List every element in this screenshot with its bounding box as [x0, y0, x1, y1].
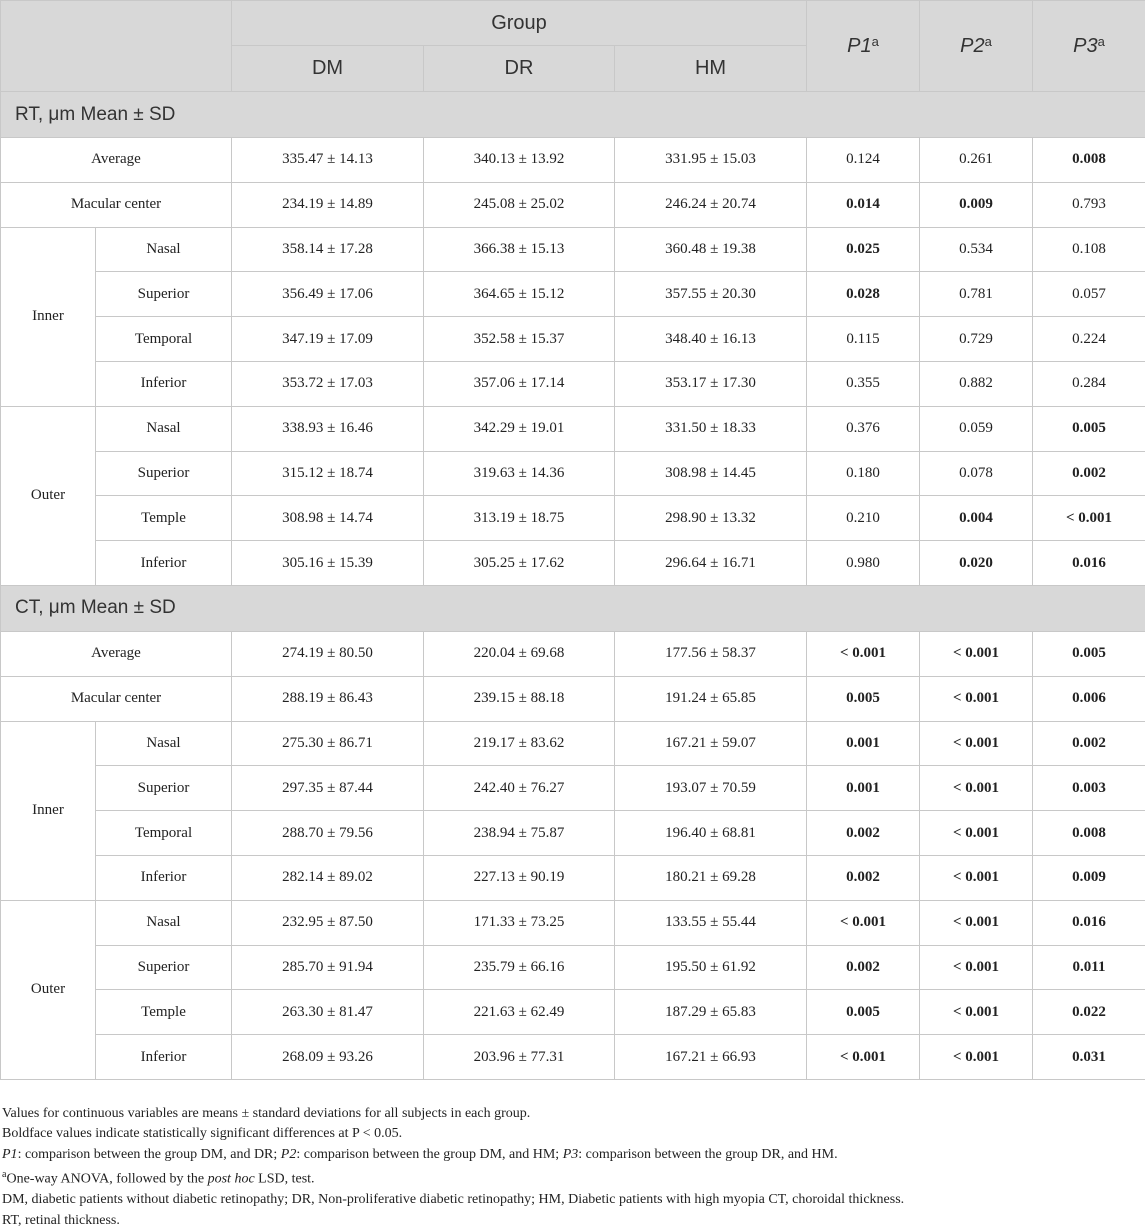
p2-cell: 0.781: [920, 272, 1033, 317]
dm-cell: 275.30 ± 86.71: [232, 721, 424, 766]
dm-cell: 274.19 ± 80.50: [232, 631, 424, 676]
p1-cell: 0.001: [807, 721, 920, 766]
p2-cell: < 0.001: [920, 811, 1033, 856]
dm-cell: 282.14 ± 89.02: [232, 855, 424, 900]
table-row: [1, 406, 1145, 451]
p3-cell: 0.284: [1033, 361, 1145, 406]
footnote-anova: $^a$One-way ANOVA, followed by the post hoc LSD, test.: [2, 1165, 1142, 1190]
dr-cell: 305.25 ± 17.62: [424, 541, 615, 586]
p1-cell: 0.014: [807, 182, 920, 227]
row-label: Temporal: [96, 317, 232, 362]
hm-cell: 177.56 ± 58.37: [615, 631, 807, 676]
row-label: Inferior: [96, 1035, 232, 1080]
row-label: Temporal: [96, 811, 232, 856]
dr-column-header: DR: [424, 46, 615, 92]
p3-cell: 0.003: [1033, 766, 1145, 811]
dm-cell: 288.19 ± 86.43: [232, 676, 424, 721]
table-row: [1, 766, 1145, 811]
table-row: [1, 945, 1145, 990]
dr-cell: 239.15 ± 88.18: [424, 676, 615, 721]
table-body: [1, 92, 1145, 1080]
p3-cell: 0.224: [1033, 317, 1145, 362]
dr-cell: 364.65 ± 15.12: [424, 272, 615, 317]
group-header: Group: [232, 1, 807, 46]
table-row: [1, 182, 1145, 227]
dr-cell: 242.40 ± 76.27: [424, 766, 615, 811]
p3-cell: 0.108: [1033, 227, 1145, 272]
hm-cell: 196.40 ± 68.81: [615, 811, 807, 856]
p3-cell: 0.008: [1033, 138, 1145, 183]
region-group-label: Outer: [1, 406, 96, 585]
p3-cell: 0.002: [1033, 451, 1145, 496]
footnote-boldface: Boldface values indicate statistically significant differences at P < 0.05.: [2, 1124, 1142, 1144]
hm-cell: 296.64 ± 16.71: [615, 541, 807, 586]
dr-cell: 235.79 ± 66.16: [424, 945, 615, 990]
table-row: [1, 1035, 1145, 1080]
dm-cell: 338.93 ± 16.46: [232, 406, 424, 451]
p1-cell: 0.002: [807, 811, 920, 856]
dm-cell: 335.47 ± 14.13: [232, 138, 424, 183]
table-row: [1, 138, 1145, 183]
hm-cell: 357.55 ± 20.30: [615, 272, 807, 317]
hm-cell: 298.90 ± 13.32: [615, 496, 807, 541]
row-label: Superior: [96, 945, 232, 990]
p2-cell: 0.020: [920, 541, 1033, 586]
p2-cell: 0.009: [920, 182, 1033, 227]
hm-cell: 246.24 ± 20.74: [615, 182, 807, 227]
table-row: [1, 272, 1145, 317]
row-label: Average: [1, 138, 232, 183]
row-label: Inferior: [96, 541, 232, 586]
p1-cell: 0.002: [807, 945, 920, 990]
hm-cell: 348.40 ± 16.13: [615, 317, 807, 362]
section-header: CT, μm Mean ± SD: [1, 585, 1145, 631]
p1-cell: < 0.001: [807, 900, 920, 945]
dr-cell: 357.06 ± 17.14: [424, 361, 615, 406]
p2-cell: < 0.001: [920, 855, 1033, 900]
footnote-rt: RT, retinal thickness.: [2, 1211, 1142, 1231]
p1-cell: 0.376: [807, 406, 920, 451]
dm-cell: 263.30 ± 81.47: [232, 990, 424, 1035]
row-label: Nasal: [96, 406, 232, 451]
dm-cell: 358.14 ± 17.28: [232, 227, 424, 272]
dr-cell: 366.38 ± 15.13: [424, 227, 615, 272]
row-label: Temple: [96, 990, 232, 1035]
p1-cell: 0.005: [807, 676, 920, 721]
hm-cell: 360.48 ± 19.38: [615, 227, 807, 272]
p1-cell: < 0.001: [807, 1035, 920, 1080]
p1-cell: 0.180: [807, 451, 920, 496]
dm-cell: 353.72 ± 17.03: [232, 361, 424, 406]
p2-cell: 0.059: [920, 406, 1033, 451]
section-header: RT, μm Mean ± SD: [1, 92, 1145, 138]
p3-cell: 0.793: [1033, 182, 1145, 227]
table-footnotes: [2, 1104, 1142, 1231]
dm-cell: 288.70 ± 79.56: [232, 811, 424, 856]
dr-cell: 238.94 ± 75.87: [424, 811, 615, 856]
hm-cell: 331.95 ± 15.03: [615, 138, 807, 183]
p2-cell: < 0.001: [920, 631, 1033, 676]
p1-cell: 0.980: [807, 541, 920, 586]
dm-column-header: DM: [232, 46, 424, 92]
table-row: [1, 227, 1145, 272]
hm-cell: 195.50 ± 61.92: [615, 945, 807, 990]
p2-cell: < 0.001: [920, 900, 1033, 945]
dm-cell: 234.19 ± 14.89: [232, 182, 424, 227]
p2-cell: 0.004: [920, 496, 1033, 541]
p1-cell: 0.028: [807, 272, 920, 317]
p2-cell: < 0.001: [920, 721, 1033, 766]
p3-cell: 0.005: [1033, 406, 1145, 451]
p1-cell: 0.115: [807, 317, 920, 362]
table-row: [1, 451, 1145, 496]
region-group-label: Inner: [1, 227, 96, 406]
row-label: Superior: [96, 766, 232, 811]
table-row: [1, 900, 1145, 945]
region-group-label: Inner: [1, 721, 96, 900]
hm-cell: 133.55 ± 55.44: [615, 900, 807, 945]
dm-cell: 356.49 ± 17.06: [232, 272, 424, 317]
dm-cell: 347.19 ± 17.09: [232, 317, 424, 362]
table-row: [1, 855, 1145, 900]
p3-cell: 0.016: [1033, 900, 1145, 945]
p2-cell: < 0.001: [920, 945, 1033, 990]
p3-cell: 0.002: [1033, 721, 1145, 766]
p2-cell: 0.882: [920, 361, 1033, 406]
p1-cell: 0.005: [807, 990, 920, 1035]
dm-cell: 308.98 ± 14.74: [232, 496, 424, 541]
p2-cell: < 0.001: [920, 676, 1033, 721]
p3-cell: 0.057: [1033, 272, 1145, 317]
p3-cell: 0.008: [1033, 811, 1145, 856]
p3-cell: 0.009: [1033, 855, 1145, 900]
table-row: [1, 721, 1145, 766]
p3-cell: 0.016: [1033, 541, 1145, 586]
row-label: Nasal: [96, 900, 232, 945]
p1-cell: 0.210: [807, 496, 920, 541]
dr-cell: 245.08 ± 25.02: [424, 182, 615, 227]
p1-cell: 0.002: [807, 855, 920, 900]
p2-cell: 0.078: [920, 451, 1033, 496]
table-row: [1, 317, 1145, 362]
table-row: [1, 541, 1145, 586]
p1-cell: 0.355: [807, 361, 920, 406]
p1-cell: 0.001: [807, 766, 920, 811]
p3-cell: 0.022: [1033, 990, 1145, 1035]
p1-cell: 0.124: [807, 138, 920, 183]
dm-cell: 315.12 ± 18.74: [232, 451, 424, 496]
p2-cell: < 0.001: [920, 1035, 1033, 1080]
p3-cell: 0.005: [1033, 631, 1145, 676]
table-row: [1, 676, 1145, 721]
row-label: Nasal: [96, 227, 232, 272]
hm-column-header: HM: [615, 46, 807, 92]
p1-cell: 0.025: [807, 227, 920, 272]
table-row: [1, 496, 1145, 541]
hm-cell: 167.21 ± 66.93: [615, 1035, 807, 1080]
footnote-values: Values for continuous variables are means ± standard deviations for all subjects in each group.: [2, 1104, 1142, 1124]
p3-cell: 0.011: [1033, 945, 1145, 990]
dr-cell: 221.63 ± 62.49: [424, 990, 615, 1035]
dm-cell: 268.09 ± 93.26: [232, 1035, 424, 1080]
p3-cell: 0.031: [1033, 1035, 1145, 1080]
dr-cell: 220.04 ± 69.68: [424, 631, 615, 676]
p2-cell: < 0.001: [920, 766, 1033, 811]
p2-cell: 0.534: [920, 227, 1033, 272]
row-label: Superior: [96, 451, 232, 496]
table-row: [1, 990, 1145, 1035]
hm-cell: 191.24 ± 65.85: [615, 676, 807, 721]
hm-cell: 193.07 ± 70.59: [615, 766, 807, 811]
region-group-label: Outer: [1, 900, 96, 1079]
hm-cell: 331.50 ± 18.33: [615, 406, 807, 451]
dr-cell: 342.29 ± 19.01: [424, 406, 615, 451]
p1-header: P1$^a$: [807, 1, 920, 92]
row-label: Macular center: [1, 182, 232, 227]
row-label: Macular center: [1, 676, 232, 721]
hm-cell: 187.29 ± 65.83: [615, 990, 807, 1035]
dr-cell: 203.96 ± 77.31: [424, 1035, 615, 1080]
dr-cell: 227.13 ± 90.19: [424, 855, 615, 900]
dr-cell: 219.17 ± 83.62: [424, 721, 615, 766]
p3-cell: < 0.001: [1033, 496, 1145, 541]
hm-cell: 308.98 ± 14.45: [615, 451, 807, 496]
row-label: Temple: [96, 496, 232, 541]
p1-cell: < 0.001: [807, 631, 920, 676]
row-label: Inferior: [96, 361, 232, 406]
dr-cell: 319.63 ± 14.36: [424, 451, 615, 496]
p2-header: P2$^a$: [920, 1, 1033, 92]
header-blank-cell: [1, 1, 232, 92]
hm-cell: 180.21 ± 69.28: [615, 855, 807, 900]
dm-cell: 297.35 ± 87.44: [232, 766, 424, 811]
p3-header: P3$^a$: [1033, 1, 1145, 92]
row-label: Nasal: [96, 721, 232, 766]
table-row: [1, 361, 1145, 406]
dr-cell: 313.19 ± 18.75: [424, 496, 615, 541]
dr-cell: 340.13 ± 13.92: [424, 138, 615, 183]
p2-cell: 0.261: [920, 138, 1033, 183]
row-label: Average: [1, 631, 232, 676]
hm-cell: 353.17 ± 17.30: [615, 361, 807, 406]
footnote-comparisons: P1: comparison between the group DM, and DR; P2: comparison between the group DM, and HM; P3: comparison between the group DR, and HM.: [2, 1145, 1142, 1165]
p2-cell: < 0.001: [920, 990, 1033, 1035]
table-row: [1, 811, 1145, 856]
table-row: [1, 631, 1145, 676]
dm-cell: 285.70 ± 91.94: [232, 945, 424, 990]
p2-cell: 0.729: [920, 317, 1033, 362]
dm-cell: 305.16 ± 15.39: [232, 541, 424, 586]
footnote-abbreviations: DM, diabetic patients without diabetic retinopathy; DR, Non-proliferative diabetic retinopathy; HM, Diabetic patients with high myopia CT, choroidal thickness.: [2, 1190, 1142, 1210]
row-label: Inferior: [96, 855, 232, 900]
p3-cell: 0.006: [1033, 676, 1145, 721]
dm-cell: 232.95 ± 87.50: [232, 900, 424, 945]
dr-cell: 171.33 ± 73.25: [424, 900, 615, 945]
hm-cell: 167.21 ± 59.07: [615, 721, 807, 766]
row-label: Superior: [96, 272, 232, 317]
dr-cell: 352.58 ± 15.37: [424, 317, 615, 362]
